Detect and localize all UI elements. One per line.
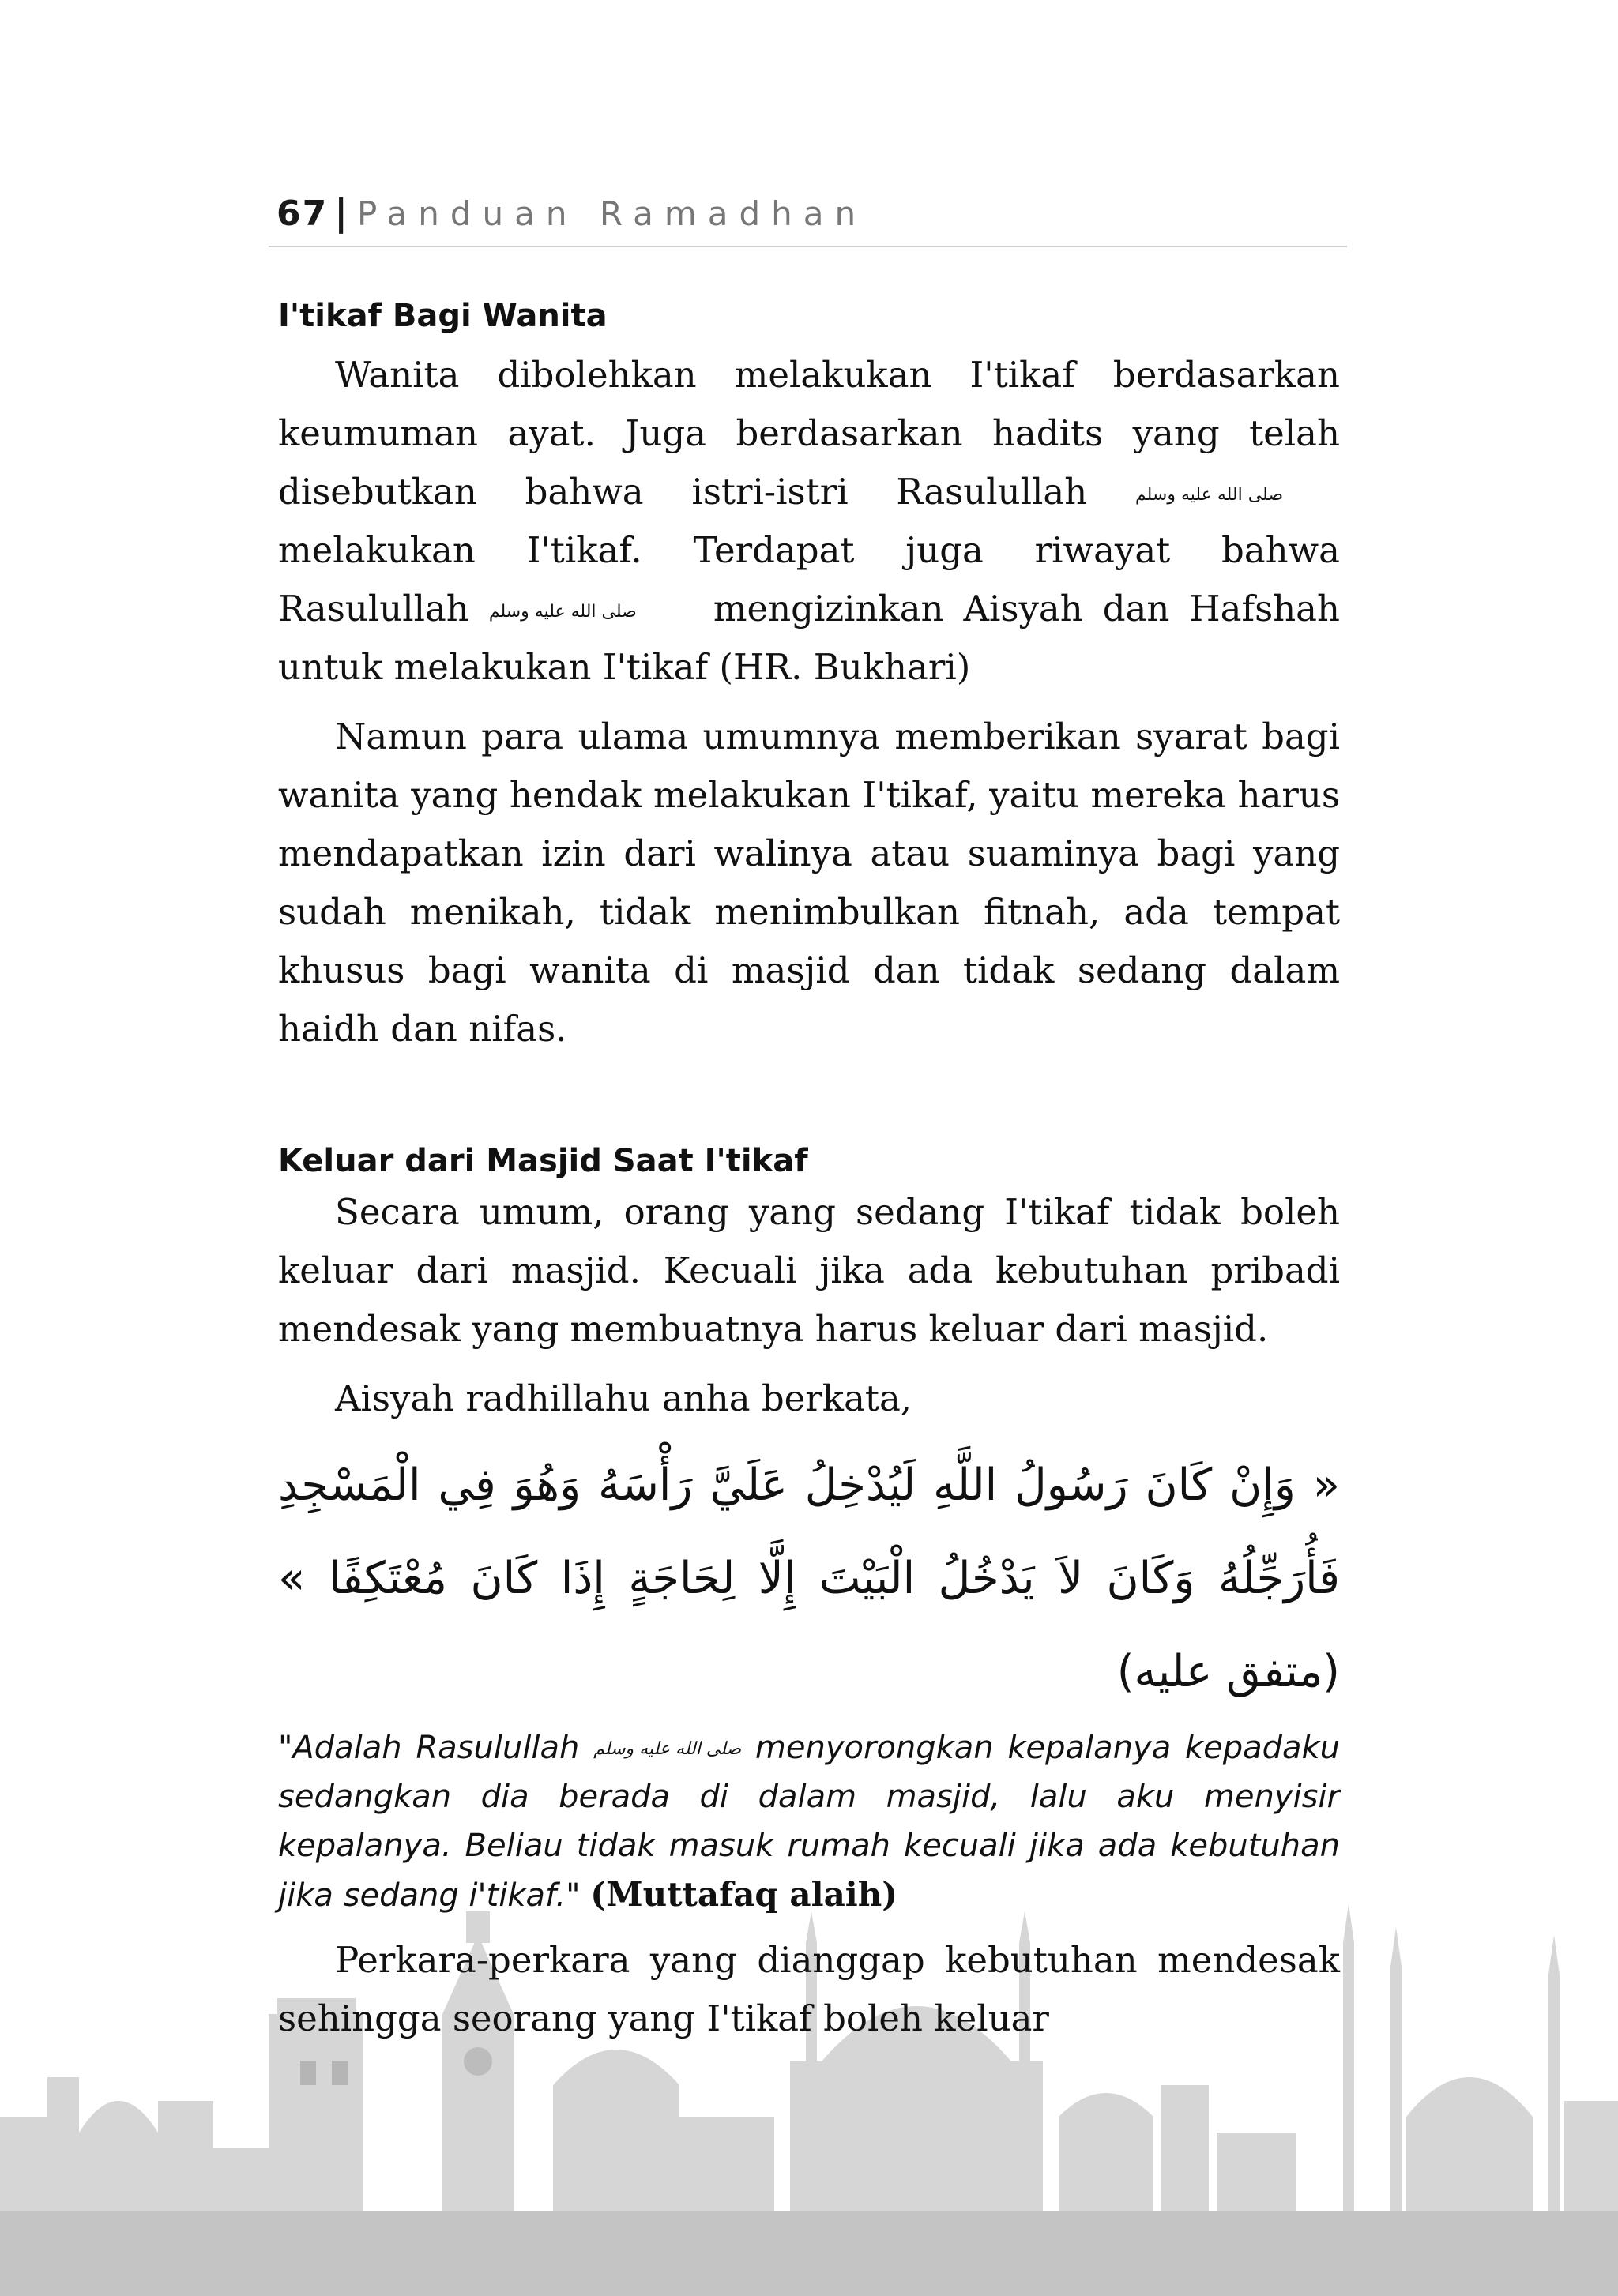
page-header bbox=[277, 191, 1347, 246]
salawat-glyph: صلى الله عليه وسلم bbox=[1135, 484, 1283, 505]
paragraph bbox=[278, 346, 1340, 697]
section-heading-keluar-masjid: Keluar dari Masjid Saat I'tikaf bbox=[278, 1143, 808, 1179]
paragraph-text: mengizinkan Aisyah dan Hafshah untuk melakukan I'tikaf (HR. Bukhari) bbox=[278, 588, 1340, 688]
header-separator: | bbox=[334, 191, 348, 234]
paragraph-text: Wanita dibolehkan melakukan I'tikaf berdasarkan keumuman ayat. Juga berdasarkan hadits yang telah disebutkan bahwa istri-istri Rasulullah bbox=[278, 354, 1340, 513]
salawat-glyph: صلى الله عليه وسلم bbox=[593, 1739, 742, 1759]
quote-text: menyorongkan kepalanya kepadaku sedangkan dia berada di dalam masjid, lalu aku menyisir kepalanya. Beliau tidak masuk rumah kecuali jika ada kebutuhan jika sedang i'tikaf." bbox=[278, 1730, 1341, 1914]
hadith-translation bbox=[278, 1723, 1340, 1920]
paragraph: Secara umum, orang yang sedang I'tikaf tidak boleh keluar dari masjid. Kecuali jika ada kebutuhan pribadi mendesak yang membuatnya harus keluar dari masjid. bbox=[278, 1191, 1340, 1350]
paragraph: Aisyah radhillahu anha berkata, bbox=[335, 1377, 912, 1419]
paragraph: Perkara-perkara yang dianggap kebutuhan mendesak sehingga seorang yang I'tikaf boleh keluar bbox=[278, 1939, 1340, 2039]
page-body bbox=[278, 294, 1340, 2059]
section-spacer bbox=[278, 1069, 1340, 1139]
quote-source: (Muttafaq alaih) bbox=[590, 1875, 898, 1914]
arabic-hadith-text: « وَإِنْ كَانَ رَسُولُ اللَّهِ لَيُدْخِلُ عَلَيَّ رَأْسَهُ وَهُوَ فِي الْمَسْجِدِ فَأُرَجِّلُهُ وَكَانَ لاَ يَدْخُلُ الْبَيْتَ إِلَّا لِحَاجَةٍ إِذَا كَانَ مُعْتَكِفًا » (متفق عليه) bbox=[278, 1460, 1340, 1697]
paragraph-text: melakukan I'tikaf. Terdapat juga riwayat bahwa Rasulullah bbox=[278, 529, 1340, 629]
salawat-glyph: صلى الله عليه وسلم bbox=[488, 601, 637, 622]
page-number: 67 bbox=[277, 194, 329, 234]
section-heading-itikaf-wanita: I'tikaf Bagi Wanita bbox=[278, 298, 608, 334]
paragraph: Namun para ulama umumnya memberikan syarat bagi wanita yang hendak melakukan I'tikaf, yaitu mereka harus mendapatkan izin dari walinya atau suaminya bagi yang sudah menikah, tidak menimbulkan fitnah, ada tempat khusus bagi wanita di masjid dan tidak sedang dalam haidh dan nifas. bbox=[278, 716, 1340, 1050]
quote-text: "Adalah Rasulullah bbox=[278, 1730, 580, 1766]
book-title: Panduan Ramadhan bbox=[357, 194, 867, 233]
